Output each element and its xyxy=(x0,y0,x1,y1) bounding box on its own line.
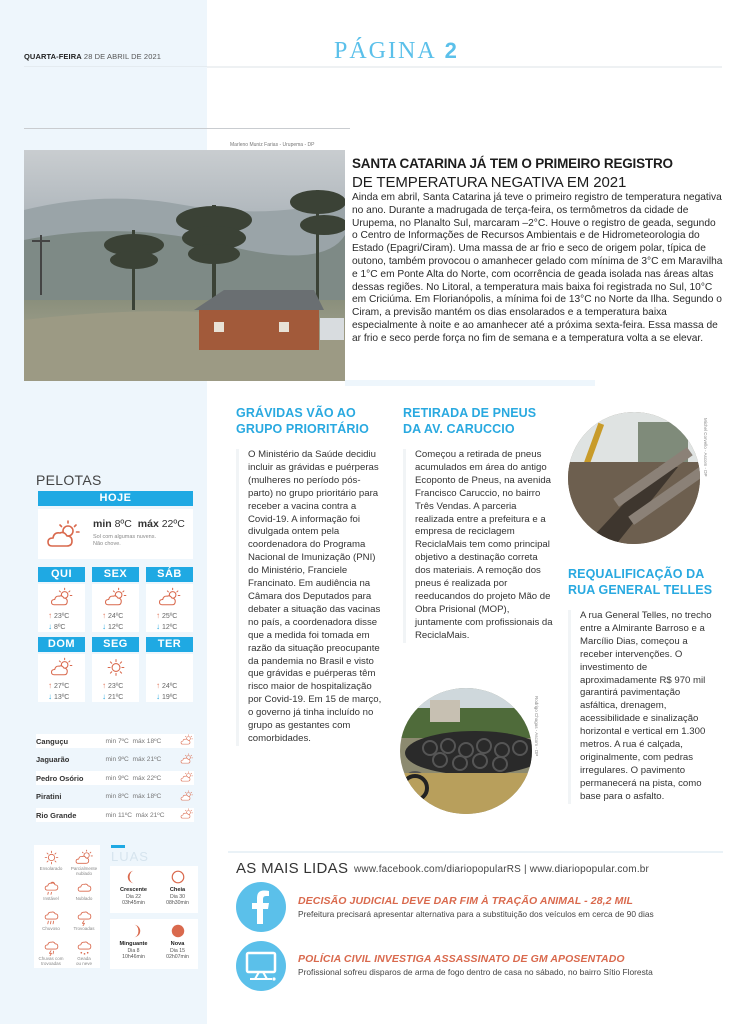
story-pregnant-headline-line1: GRÁVIDAS VÃO AO xyxy=(236,406,356,420)
story-pregnant-headline-line2: GRUPO PRIORITÁRIO xyxy=(236,422,369,436)
city-max: máx 21ºC xyxy=(132,756,162,763)
legend-item xyxy=(68,909,100,931)
city-row xyxy=(36,734,194,748)
city-temps xyxy=(106,812,180,819)
moon-phase-time: 02h07min xyxy=(166,954,189,960)
header-date xyxy=(24,52,161,61)
forecast-day-max xyxy=(156,611,177,622)
city-row xyxy=(36,808,194,822)
arrow-up-icon: ↑ xyxy=(48,611,52,620)
forecast-day-max xyxy=(48,681,69,692)
cloud-icon xyxy=(75,879,94,896)
full-moon-icon xyxy=(170,869,186,885)
forecast-day-max xyxy=(102,611,123,622)
today-max: 22ºC xyxy=(161,518,185,530)
arrow-up-icon: ↑ xyxy=(156,611,160,620)
city-name: Rio Grande xyxy=(36,810,77,820)
moon-phase-day: Dia 22 xyxy=(126,893,141,900)
forecast-day-min xyxy=(156,692,177,703)
city-temps xyxy=(106,756,180,763)
new-moon-icon xyxy=(170,923,186,939)
city-weather-icon xyxy=(180,734,194,748)
tires-photo xyxy=(400,688,532,814)
moon-phase-day: Dia 8 xyxy=(127,947,140,954)
story-tires-body: Começou a retirada de pneus acumulados em área do antigo Ecoponto de Pneus, na avenida Francisco Caruccio, no bairro Três Vendas. A parceria realizada entre a prefeitura e a empresa de reciclagem ReciclaMais tem como principal objetivo a destinação correta dos materiais. A remoção dos pneus é realizada por reeducandos do projeto Mão de Obra Prisional (MOP), juntamente com profissionais da ReciclaMais. xyxy=(403,449,553,643)
moons-accent-bar xyxy=(111,845,125,848)
today-min: 8ºC xyxy=(114,518,132,530)
sun-icon xyxy=(42,849,61,866)
story-pregnant-body: O Ministério da Saúde decidiu incluir as grávidas e puérperas (mulheres no período pós-parto) no grupo prioritário para receber a vacina contra a Covid-19. A informação foi divulgada ontem pela coordenadora do Programa Nacional de Imunização (PNI) do Ministério, Franciele Francinato. Em audiência na Câmara dos Deputados para debater a situação das vacinas no país, a coordenadora disse que a medida foi tomada em razão da situação preocupante da pandemia no Brasil e visto que grávidas e puérperas têm risco maior de hospitalização por Covid-19. Em 15 de março, o governo já tinha incluído no grupo as gestantes com comorbidades. xyxy=(236,449,382,746)
landscape-photo-illustration xyxy=(24,150,345,381)
city-min: min 8ºC xyxy=(105,793,129,800)
lead-headline-light: DE TEMPERATURA NEGATIVA EM 2021 xyxy=(352,174,627,191)
today-label: HOJE xyxy=(38,491,193,506)
header-date-text: 28 DE ABRIL DE 2021 xyxy=(83,52,162,61)
lead-body-text: Ainda em abril, Santa Catarina já teve o primeiro registro de temperatura negativa no ano. Durante a madrugada de terça-feira, os termômetros da cidade de Urupema, no Planalto Sul, marcaram –2°C. Houve o registro de geada, segundo o Centro de Informações de Recursos Ambientais e de Hidrometeorologia do Estado (Epagri/Ciram). Uma massa de ar frio e seco de origem polar, típica de outono, também provocou o amanhecer gelado com mínima de 3°C em Maravilha e 1°C em Ponte Alta do Norte, com ocorrência de geada isolada nas áreas altas dessas regiões. No Litoral, a temperatura mais baixa foi registrada no Sul, 10°C em Criciúma. Em Florianópolis, a mínima foi de 13°C no Norte da Ilha. Segundo o Ciram, a previsão mantém os dias ensolarados e a temperatura baixa especialmente à noite e ao amanhecer até a próxima sexta-feira. Essa massa de ar frio e seco perde força no fim de semana e a temperatura volta a se elevar. xyxy=(352,192,723,344)
lead-top-rule xyxy=(24,128,350,129)
story-pregnant-headline xyxy=(236,405,396,437)
city-weather-icon xyxy=(180,771,194,785)
city-weather-icon xyxy=(180,790,194,804)
today-desc-2: Não chove. xyxy=(93,541,121,547)
legend-label-2: ou neve xyxy=(75,961,92,966)
story-street-headline-line1: REQUALIFICAÇÃO DA xyxy=(568,567,705,581)
story-tires-headline-line2: DA AV. CARUCCIO xyxy=(403,422,515,436)
moon-phase-time: 03h45min xyxy=(122,900,145,906)
partly-cloudy-icon xyxy=(46,519,82,551)
today-max-label: máx xyxy=(137,518,159,530)
forecast-min-value: 8ºC xyxy=(53,624,66,631)
forecast-min-value: 12ºC xyxy=(107,624,124,631)
city-min: min 9ºC xyxy=(105,774,129,782)
forecast-day-card xyxy=(92,584,139,632)
most-read-1-headline[interactable]: DECISÃO JUDICIAL DEVE DAR FIM À TRAÇÃO ANIMAL - 28,2 MIL xyxy=(298,895,634,907)
header-divider-right xyxy=(207,66,722,68)
legend-label: Instável xyxy=(43,896,59,901)
sun-icon xyxy=(104,657,128,678)
story-street-headline-line2: RUA GENERAL TELLES xyxy=(568,583,713,597)
lead-headline-bold: SANTA CATARINA JÁ TEM O PRIMEIRO REGISTRO xyxy=(352,156,673,171)
forecast-max-value: 24ºC xyxy=(161,683,178,690)
arrow-down-icon: ↓ xyxy=(102,622,106,631)
legend-label: Chuvas com xyxy=(38,956,64,961)
city-min: min 9ºC xyxy=(105,756,129,763)
city-max: máx 18ºC xyxy=(132,793,162,800)
forecast-day-min xyxy=(102,692,123,703)
arrow-down-icon: ↓ xyxy=(48,622,52,631)
city-min: min 11ºC xyxy=(105,811,132,819)
legend-label: Ensolarado xyxy=(39,866,63,871)
legend-item xyxy=(68,939,100,966)
storm-icon xyxy=(42,939,61,956)
street-works-photo-credit: Michel Corvello - Ascom - DP xyxy=(703,418,708,477)
partly-cloudy-icon xyxy=(104,587,128,608)
partly-cloudy-icon xyxy=(50,657,74,678)
today-min-label: min xyxy=(93,518,112,530)
forecast-max-value: 23ºC xyxy=(107,683,124,690)
today-card xyxy=(38,509,193,559)
lead-photo-credit: Marleno Muniz Farias - Urupema - DP xyxy=(230,142,315,148)
arrow-up-icon: ↑ xyxy=(48,681,52,690)
page-label: PÁGINA xyxy=(334,38,437,64)
arrow-up-icon: ↑ xyxy=(102,611,106,620)
partly-cloudy-icon xyxy=(180,734,194,746)
rain-icon xyxy=(42,909,61,926)
legend-label: Chuvoso xyxy=(42,926,60,931)
moon-phase-name: Minguante xyxy=(119,941,148,947)
arrow-down-icon: ↓ xyxy=(48,692,52,701)
city-row xyxy=(36,753,194,767)
forecast-max-value: 25ºC xyxy=(161,613,178,620)
forecast-day-min xyxy=(48,622,69,633)
moon-phase-name: Crescente xyxy=(119,887,148,893)
partly-cloudy-icon xyxy=(180,790,194,802)
today-description xyxy=(93,534,156,548)
legend-item xyxy=(35,849,67,871)
forecast-day-card xyxy=(38,584,85,632)
facebook-icon xyxy=(236,882,286,932)
arrow-up-icon: ↑ xyxy=(102,681,106,690)
header-divider-left xyxy=(24,66,207,67)
arrow-down-icon: ↓ xyxy=(156,622,160,631)
forecast-day-card xyxy=(38,654,85,702)
forecast-min-value: 19ºC xyxy=(161,694,178,701)
forecast-day-label: QUI xyxy=(38,567,85,582)
story-street-body: A rua General Telles, no trecho entre a Almirante Barroso e a Marcílio Dias, começou a receber intervenções. O investimento de aproximadamente R$ 970 mil garantirá pavimentação asfáltica, drenagem, acessibilidade e sinalização horizontal e vertical em 1.300 metros. A rua é calçada, originalmente, com pedras irregulares. O pavimento permanecerá na pista, como base para o asfalto. xyxy=(568,610,718,804)
street-works-photo-illustration xyxy=(568,412,700,544)
moon-phase xyxy=(111,923,156,961)
forecast-min-value: 13ºC xyxy=(53,694,70,701)
partly-cloudy-icon xyxy=(158,587,182,608)
story-tires-headline xyxy=(403,405,563,437)
forecast-day-card xyxy=(146,584,193,632)
city-name: Pedro Osório xyxy=(36,773,84,783)
moon-phase-time: 08h30min xyxy=(166,900,189,906)
most-read-links[interactable]: www.facebook.com/diariopopularRS | www.diariopopular.com.br xyxy=(354,864,650,875)
legend-item xyxy=(68,879,100,901)
moon-phase xyxy=(155,869,200,907)
moon-phase-time: 10h46min xyxy=(122,954,145,960)
forecast-day-card xyxy=(92,654,139,702)
most-read-divider xyxy=(228,851,723,853)
moons-title: LUAS xyxy=(111,849,149,864)
snow-icon xyxy=(75,939,94,956)
monitor-icon xyxy=(236,941,286,991)
story-street-headline xyxy=(568,566,728,598)
partly-cloudy-icon xyxy=(180,808,194,820)
weather-city: PELOTAS xyxy=(36,472,102,488)
partly-cloudy-icon xyxy=(180,771,194,783)
city-temps xyxy=(106,775,180,782)
tires-photo-illustration xyxy=(400,688,532,814)
forecast-day-label: TER xyxy=(146,637,193,652)
city-max: máx 21ºC xyxy=(135,811,165,819)
story-tires-headline-line1: RETIRADA DE PNEUS xyxy=(403,406,537,420)
city-min: min 7ºC xyxy=(105,737,129,745)
moon-phase-name: Cheia xyxy=(169,887,186,893)
legend-item xyxy=(68,849,100,876)
forecast-max-value: 23ºC xyxy=(53,613,70,620)
legend-label-2: trovoadas xyxy=(41,961,61,966)
moon-phase-name: Nova xyxy=(170,941,185,947)
forecast-min-value: 21ºC xyxy=(107,694,124,701)
arrow-down-icon: ↓ xyxy=(156,692,160,701)
most-read-1-summary: Prefeitura precisará apresentar alternativa para a substituição dos veículos em cerca de 90 dias xyxy=(298,909,654,919)
most-read-2-headline[interactable]: POLÍCIA CIVIL INVESTIGA ASSASSINATO DE GM APOSENTADO xyxy=(298,953,625,965)
arrow-up-icon: ↑ xyxy=(156,681,160,690)
forecast-day-max xyxy=(156,681,177,692)
header-weekday: QUARTA-FEIRA xyxy=(24,52,82,61)
lead-box-band xyxy=(345,380,595,386)
forecast-max-value: 27ºC xyxy=(53,683,70,690)
crescent-moon-icon xyxy=(126,869,142,885)
monitor-glyph xyxy=(236,941,286,991)
forecast-day-min xyxy=(156,622,177,633)
city-temps xyxy=(106,793,180,800)
forecast-day-label: SEX xyxy=(92,567,139,582)
most-read-title: AS MAIS LIDAS xyxy=(236,860,349,877)
moon-phase-day: Dia 30 xyxy=(170,893,185,900)
lead-photo-frosty-landscape xyxy=(24,150,345,381)
city-max: máx 18ºC xyxy=(132,737,162,745)
forecast-day-card xyxy=(146,654,193,702)
city-temps xyxy=(106,738,180,745)
thunder-icon xyxy=(75,909,94,926)
forecast-max-value: 24ºC xyxy=(107,613,124,620)
partly-cloudy-icon xyxy=(50,587,74,608)
legend-label: Geada xyxy=(77,956,91,961)
arrow-down-icon: ↓ xyxy=(102,692,106,701)
partly-cloudy-icon xyxy=(180,753,194,765)
legend-label: Nublado xyxy=(75,896,93,901)
today-minmax xyxy=(93,518,185,530)
forecast-day-label: SÁB xyxy=(146,567,193,582)
legend-item xyxy=(35,879,67,901)
forecast-day-label: SEG xyxy=(92,637,139,652)
moon-phase xyxy=(155,923,200,961)
forecast-day-max xyxy=(102,681,123,692)
city-name: Piratini xyxy=(36,792,62,801)
forecast-day-max xyxy=(48,611,69,622)
page-number: 2 xyxy=(444,38,457,63)
moon-phase-day: Dia 15 xyxy=(170,947,185,954)
city-name: Canguçu xyxy=(36,736,69,746)
city-row xyxy=(36,771,194,785)
legend-item xyxy=(35,909,67,931)
city-max: máx 22ºC xyxy=(132,774,162,782)
unstable-icon xyxy=(42,879,61,896)
tires-photo-credit: Rodrigo Chagas - Ascom - DP xyxy=(534,696,539,757)
forecast-min-value: 12ºC xyxy=(161,624,178,631)
most-read-2-summary: Profissional sofreu disparos de arma de fogo dentro de casa no sábado, no bairro Sítio Floresta xyxy=(298,967,653,977)
forecast-day-label: DOM xyxy=(38,637,85,652)
today-desc-1: Sol com algumas nuvens. xyxy=(93,534,156,540)
moon-phase xyxy=(111,869,156,907)
forecast-day-min xyxy=(48,692,69,703)
facebook-glyph xyxy=(236,882,286,932)
legend-label-2: nublado xyxy=(75,871,93,876)
legend-label: Trovoadas xyxy=(73,926,95,931)
city-row xyxy=(36,790,194,804)
weather-icon-legend xyxy=(34,845,100,968)
city-weather-icon xyxy=(180,753,194,767)
forecast-day-min xyxy=(102,622,123,633)
waning-moon-icon xyxy=(126,923,142,939)
partly-cloudy-icon xyxy=(75,849,94,866)
city-weather-icon xyxy=(180,808,194,822)
legend-label: Parcialmente xyxy=(70,866,98,871)
page-title xyxy=(334,38,457,65)
city-name: Jaguarão xyxy=(36,755,70,764)
legend-item xyxy=(35,939,67,966)
street-works-photo xyxy=(568,412,700,544)
